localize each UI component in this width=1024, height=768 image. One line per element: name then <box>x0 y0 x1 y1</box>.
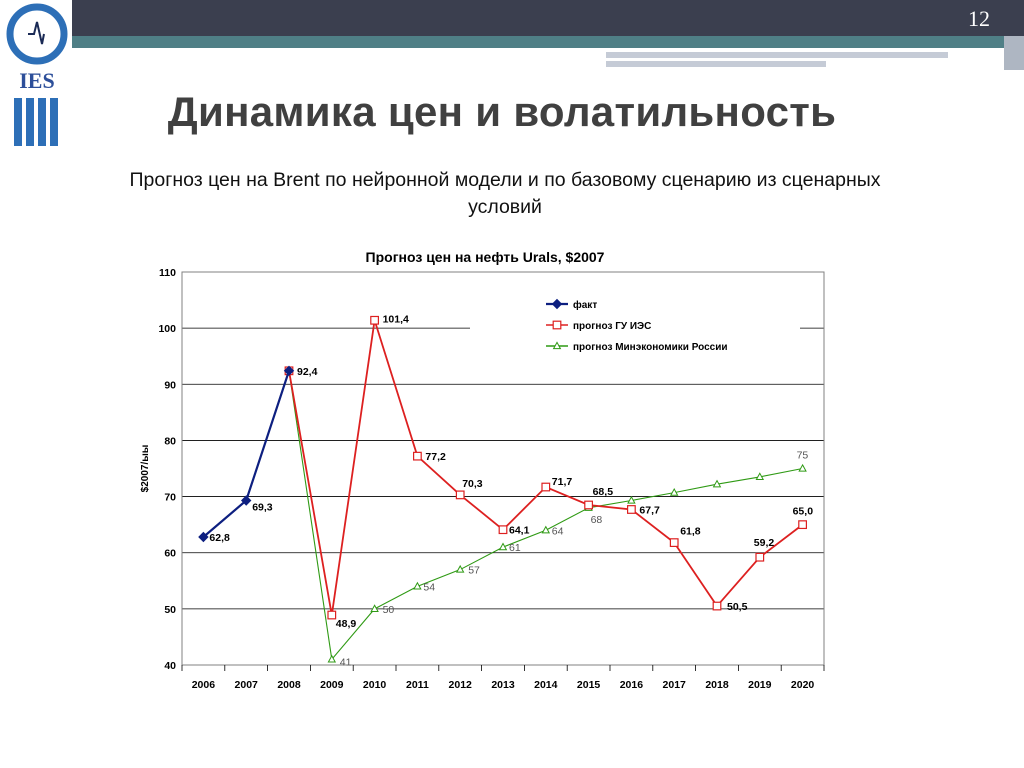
series-line-2 <box>289 320 803 615</box>
x-tick-label: 2007 <box>234 679 258 691</box>
x-tick-label: 2006 <box>191 679 216 691</box>
y-tick-label: 100 <box>158 323 176 336</box>
data-label: 54 <box>423 581 436 594</box>
legend-marker <box>553 321 561 329</box>
data-point <box>756 553 764 561</box>
data-point <box>799 465 806 471</box>
data-label: 62,8 <box>209 531 230 544</box>
data-label: 65,0 <box>792 505 814 518</box>
data-point <box>542 483 550 491</box>
slide-number: 12 <box>968 6 990 31</box>
y-tick-label: 80 <box>164 435 176 448</box>
data-label: 70,3 <box>462 477 483 490</box>
x-tick-label: 2013 <box>491 679 515 691</box>
data-label: 77,2 <box>425 451 446 464</box>
decor-stripe <box>1004 36 1024 70</box>
y-tick-label: 90 <box>164 379 176 392</box>
x-tick-label: 2009 <box>320 679 344 691</box>
data-point <box>457 566 464 572</box>
data-point <box>670 539 678 547</box>
legend-label: прогноз Минэкономики России <box>573 342 728 353</box>
legend-label: факт <box>573 300 598 311</box>
data-point <box>628 506 636 514</box>
data-point <box>585 501 593 509</box>
x-tick-label: 2014 <box>534 679 558 691</box>
legend-label: прогноз ГУ ИЭС <box>573 321 652 332</box>
logo-text: IES <box>19 68 55 93</box>
series-line-1 <box>203 371 289 537</box>
data-label: 48,9 <box>335 618 357 631</box>
data-point <box>499 526 507 534</box>
slide-subtitle: Прогноз цен на Brent по нейронной модели и по базовому сценарию из сценарных условий <box>129 169 881 218</box>
data-point <box>328 611 336 619</box>
accent-stripe <box>68 36 1024 48</box>
data-label: 68 <box>590 513 603 526</box>
data-label: 92,4 <box>297 365 318 378</box>
y-tick-label: 50 <box>164 603 176 616</box>
data-point <box>456 491 464 499</box>
data-point <box>371 316 379 324</box>
data-label: 61 <box>509 542 521 555</box>
data-label: 41 <box>339 656 352 669</box>
data-point <box>371 605 378 611</box>
y-tick-label: 70 <box>164 491 176 504</box>
x-tick-label: 2016 <box>619 679 644 691</box>
data-label: 59,2 <box>753 537 775 550</box>
decor-stripe <box>606 61 826 67</box>
x-tick-label: 2011 <box>406 679 429 691</box>
data-label: 61,8 <box>680 525 701 538</box>
data-label: 68,5 <box>592 485 614 498</box>
data-label: 71,7 <box>551 476 573 489</box>
y-tick-label: 110 <box>159 267 176 279</box>
data-point <box>713 602 721 610</box>
y-axis-label: $2007/ыы <box>140 444 151 493</box>
data-label: 50 <box>382 603 395 616</box>
urals-price-chart <box>130 238 850 708</box>
x-tick-label: 2012 <box>448 679 472 691</box>
series-line-3 <box>289 371 803 660</box>
data-label: 64,1 <box>509 524 530 537</box>
y-tick-label: 40 <box>164 660 176 672</box>
data-label: 50,5 <box>727 601 748 614</box>
data-label: 101,4 <box>382 313 409 326</box>
data-label: 69,3 <box>252 501 273 514</box>
x-tick-label: 2018 <box>705 679 729 691</box>
data-label: 57 <box>468 564 480 577</box>
data-point <box>799 521 807 529</box>
data-label: 67,7 <box>639 504 660 517</box>
data-point <box>542 527 549 533</box>
x-tick-label: 2019 <box>748 679 772 691</box>
slide-title: Динамика цен и волатильность <box>167 88 837 135</box>
decor-stripe <box>606 52 948 58</box>
data-label: 64 <box>551 525 564 538</box>
x-tick-label: 2017 <box>662 679 686 691</box>
x-tick-label: 2015 <box>576 679 601 691</box>
chart-title: Прогноз цен на нефть Urals, $2007 <box>365 249 605 265</box>
header-bar <box>0 0 1024 36</box>
x-tick-label: 2010 <box>362 679 387 691</box>
data-label: 75 <box>796 449 809 462</box>
data-point <box>414 452 422 460</box>
y-tick-label: 60 <box>164 547 176 560</box>
x-tick-label: 2008 <box>277 679 301 691</box>
x-tick-label: 2020 <box>790 679 815 691</box>
